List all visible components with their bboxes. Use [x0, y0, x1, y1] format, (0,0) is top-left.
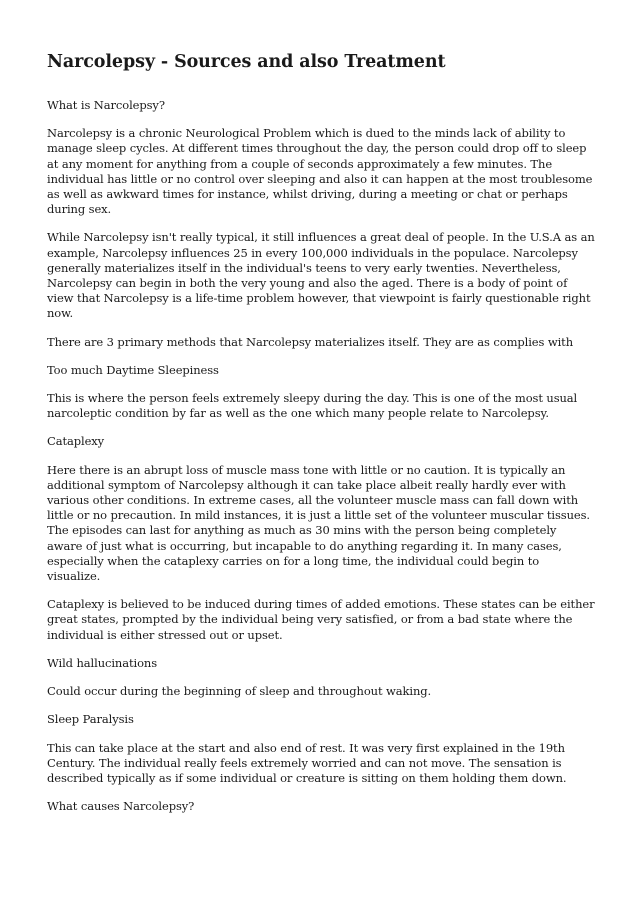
heading-cataplexy: Cataplexy — [47, 434, 105, 449]
heading-what-is-narcolepsy: What is Narcolepsy? — [47, 98, 165, 112]
paragraph-cataplexy: Here there is an abrupt loss of muscle mass tone with little or no caution. It is typically an additional symptom of Narcolepsy although it can take place albeit really hardly ever with various other conditions. In extreme cases, all the volunteer muscle mass can fall down with little or no precaution. In mild instances, it is just a little set of the volunteer muscular tissues. The episodes can last for anything as much as 30 mins with the person being completely aware of just what is occurring, but incapable to do anything regarding it. In many cases, especially when the cataplexy carries on for a long time, the individual could begin to visualize. — [47, 462, 590, 584]
paragraph-prevalence: While Narcolepsy isn't really typical, it still influences a great deal of people. In the U.S.A as an example, Narcolepsy influences 25 in every 100,000 individuals in the populace. Narcolepsy generally materializes itself in the individual's teens to very early twenties. Nevertheless, Narcolepsy can begin in both the very young and also the aged. There is a body of point of view that Narcolepsy is a life-time problem however, that viewpoint is fairly questionable right now. — [47, 230, 595, 321]
heading-hallucinations: Wild hallucinations — [47, 655, 158, 670]
heading-daytime-sleepiness: Too much Daytime Sleepiness — [47, 362, 219, 377]
document-title: Narcolepsy - Sources and also Treatment — [47, 52, 446, 72]
heading-sleep-paralysis: Sleep Paralysis — [47, 712, 134, 727]
paragraph-sleep-paralysis: This can take place at the start and also end of rest. It was very first explained in the 19th Century. The individual really feels extremely worried and can not move. The sensation is described typically as if some individual or creature is sitting on them holding them down. — [47, 740, 567, 785]
heading-what-causes: What causes Narcolepsy? — [47, 799, 195, 814]
paragraph-three-methods: There are 3 primary methods that Narcolepsy materializes itself. They are as complies with — [47, 334, 573, 349]
paragraph-definition: Narcolepsy is a chronic Neurological Problem which is dued to the minds lack of ability to manage sleep cycles. At different times throughout the day, the person could drop off to sleep at any moment for anything from a couple of seconds approximately a few minutes. The individual has little or no control over sleeping and also it can happen at the most troublesome as well as awkward times for instance, whilst driving, during a meeting or chat or perhaps during sex. — [47, 126, 593, 217]
paragraph-hallucinations: Could occur during the beginning of sleep and throughout waking. — [47, 684, 432, 699]
paragraph-cataplexy-emotions: Cataplexy is believed to be induced during times of added emotions. These states can be either great states, prompted by the individual being very satisfied, or from a bad state where the individual is either stressed out or upset. — [47, 597, 595, 642]
document-page — [47, 52, 595, 827]
paragraph-daytime-sleepiness: This is where the person feels extremely sleepy during the day. This is one of the most usual narcoleptic condition by far as well as the one which many people relate to Narcolepsy. — [47, 391, 578, 421]
